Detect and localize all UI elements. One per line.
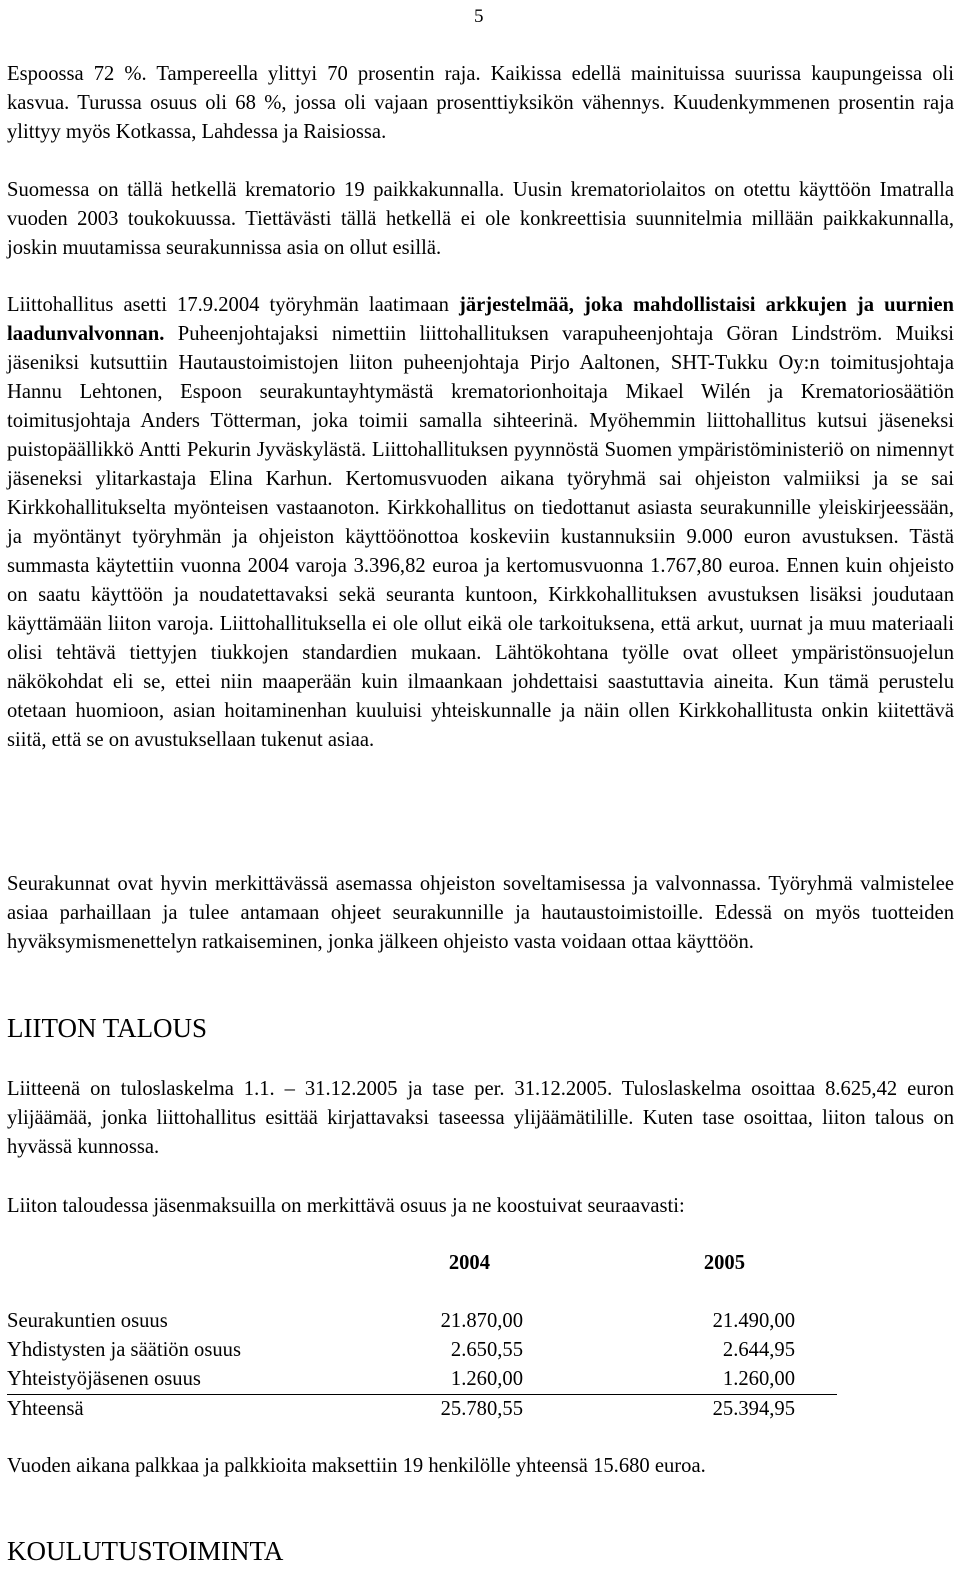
row-value-2005: 1.260,00: [722, 1368, 795, 1390]
page-number: 5: [474, 6, 484, 27]
table-row: [7, 1336, 837, 1365]
paragraph-crematoriums: Suomessa on tällä hetkellä krematorio 19 paikkakunnalla. Uusin krematoriolaitos on otettu käyttöön Imatralla vuoden 2003 toukokuussa. Tiettävästi tällä hetkellä ei ole konkreettisia suunnitelmia millään paikkakunnalla, joskin muutamissa seurakunnissa asia on ollut esillä.: [7, 179, 954, 259]
row-label: Seurakuntien osuus: [7, 1310, 168, 1332]
row-value-2004: 25.780,55: [440, 1398, 523, 1420]
membership-fees-table: [7, 1249, 837, 1424]
row-value-2005: 21.490,00: [712, 1310, 795, 1332]
working-group-body: Puheenjohtajaksi nimettiin liittohallituksen varapuheenjohtaja Göran Lindström. Muiksi jäseniksi kutsuttiin Hautaustoimistojen liiton puheenjohtaja Pirjo Aaltonen, SHT-Tukku Oy:n toimitusjohtaja Hannu Lehtonen, Espoon seurakuntayhtymästä krematorionhoitaja Mikael Wilén ja Krematoriosäätiön toimitusjohtaja Anders Tötterman, joka toimii samalla sihteerinä. Myöhemmin liittohallitus kutsui jäseneksi puistopäällikkö Antti Pekurin Jyväskylästä. Liittohallituksen pyynnöstä Suomen ympäristöministeriö on nimennyt jäseneksi ylitarkastaja Elina Karhun. Kertomusvuoden aikana työryhmä sai ohjeiston valmiiksi ja se sai Kirkkohallitukselta myönteisen vastaanoton. Kirkkohallitus on tiedottanut asiasta seurakunnille yleiskirjeessään, ja myöntänyt työryhmän ja ohjeiston käyttöönottoa koskeviin kustannuksiin 9.000 euron avustuksen. Tästä summasta käytettiin vuonna 2004 varoja 3.396,82 euroa ja kertomusvuonna 1.767,80 euroa. Ennen kuin ohjeisto on saatu käyttöön ja noudatettavaksi sekä seuranta kuntoon, Kirkkohallituksen avustuksen lisäksi joudutaan käyttämään liiton varoja. Liittohallituksella ei ole ollut eikä ole tarkoituksena, että arkut, uurnat ja muu materiaali olisi tehtävä tiettyjen tiukkojen standardien mukaan. Lähtökohtana työlle ovat olleet ympäristönsuojelun näkökohdat eli se, ettei niin maaperään kuin ilmaankaan johdettaisi saastuttavia aineita. Kun tämä perustelu otetaan huomioon, asian hoitaminenhan kuuluisi yhteiskunnalle ja näin ollen Kirkkohallitusta onkin kiitettävä siitä, että se on avustuksellaan tukenut asiaa.: [7, 323, 954, 751]
table-header-2004: 2004: [448, 1252, 490, 1274]
row-value-2005: 25.394,95: [712, 1398, 795, 1420]
row-value-2005: 2.644,95: [722, 1339, 795, 1361]
paragraph-city-percentages: Espoossa 72 %. Tampereella ylittyi 70 prosentin raja. Kaikissa edellä mainituissa suurissa kaupungeissa oli kasvua. Turussa osuus oli 68 %, jossa oli vajaan prosenttiyksikön vähennys. Kuudenkymmenen prosentin raja ylittyy myös Kotkassa, Lahdessa ja Raisiossa.: [7, 63, 954, 143]
table-row: [7, 1307, 837, 1336]
paragraph-parishes: Seurakunnat ovat hyvin merkittävässä asemassa ohjeiston soveltamisessa ja valvonnassa. Työryhmä valmistelee asiaa parhaillaan ja tulee antamaan ohjeet seurakunnille ja hautaustoimistoille. Edessä on myös tuotteiden hyväksymismenettelyn ratkaiseminen, jonka jälkeen ohjeisto vasta voidaan ottaa käyttöön.: [7, 873, 954, 953]
paragraph-membership-fees-intro: Liiton taloudessa jäsenmaksuilla on merkittävä osuus ja ne koostuivat seuraavasti:: [7, 1195, 685, 1217]
heading-liiton-talous: LIITON TALOUS: [7, 1013, 208, 1043]
working-group-intro: Liittohallitus asetti 17.9.2004 työryhmän laatimaan: [7, 294, 459, 316]
paragraph-finance-summary: Liitteenä on tuloslaskelma 1.1. – 31.12.2005 ja tase per. 31.12.2005. Tuloslaskelma osoittaa 8.625,42 euron ylijäämää, jonka liittohallitus esittää kirjattavaksi taseessa ylijäämätilille. Kuten tase osoittaa, liiton talous on hyvässä kunnossa.: [7, 1078, 954, 1158]
row-value-2004: 1.260,00: [450, 1368, 523, 1390]
row-label: Yhteistyöjäsenen osuus: [7, 1368, 201, 1390]
row-label: Yhteensä: [7, 1398, 84, 1420]
table-row: [7, 1365, 837, 1395]
paragraph-working-group: [7, 291, 954, 755]
row-label: Yhdistysten ja säätiön osuus: [7, 1339, 241, 1361]
working-group-task: järjestelmää, joka mahdollistaisi arkkujen ja uurnien laadunvalvonnan.: [7, 294, 954, 345]
heading-koulutustoiminta: KOULUTUSTOIMINTA: [7, 1536, 284, 1566]
table-header-2005: 2005: [703, 1252, 745, 1274]
row-value-2004: 2.650,55: [450, 1339, 523, 1361]
row-value-2004: 21.870,00: [440, 1310, 523, 1332]
table-header-row: [7, 1249, 837, 1278]
table-total-row: [7, 1395, 837, 1424]
paragraph-salaries: Vuoden aikana palkkaa ja palkkioita maksettiin 19 henkilölle yhteensä 15.680 euroa.: [7, 1455, 706, 1477]
